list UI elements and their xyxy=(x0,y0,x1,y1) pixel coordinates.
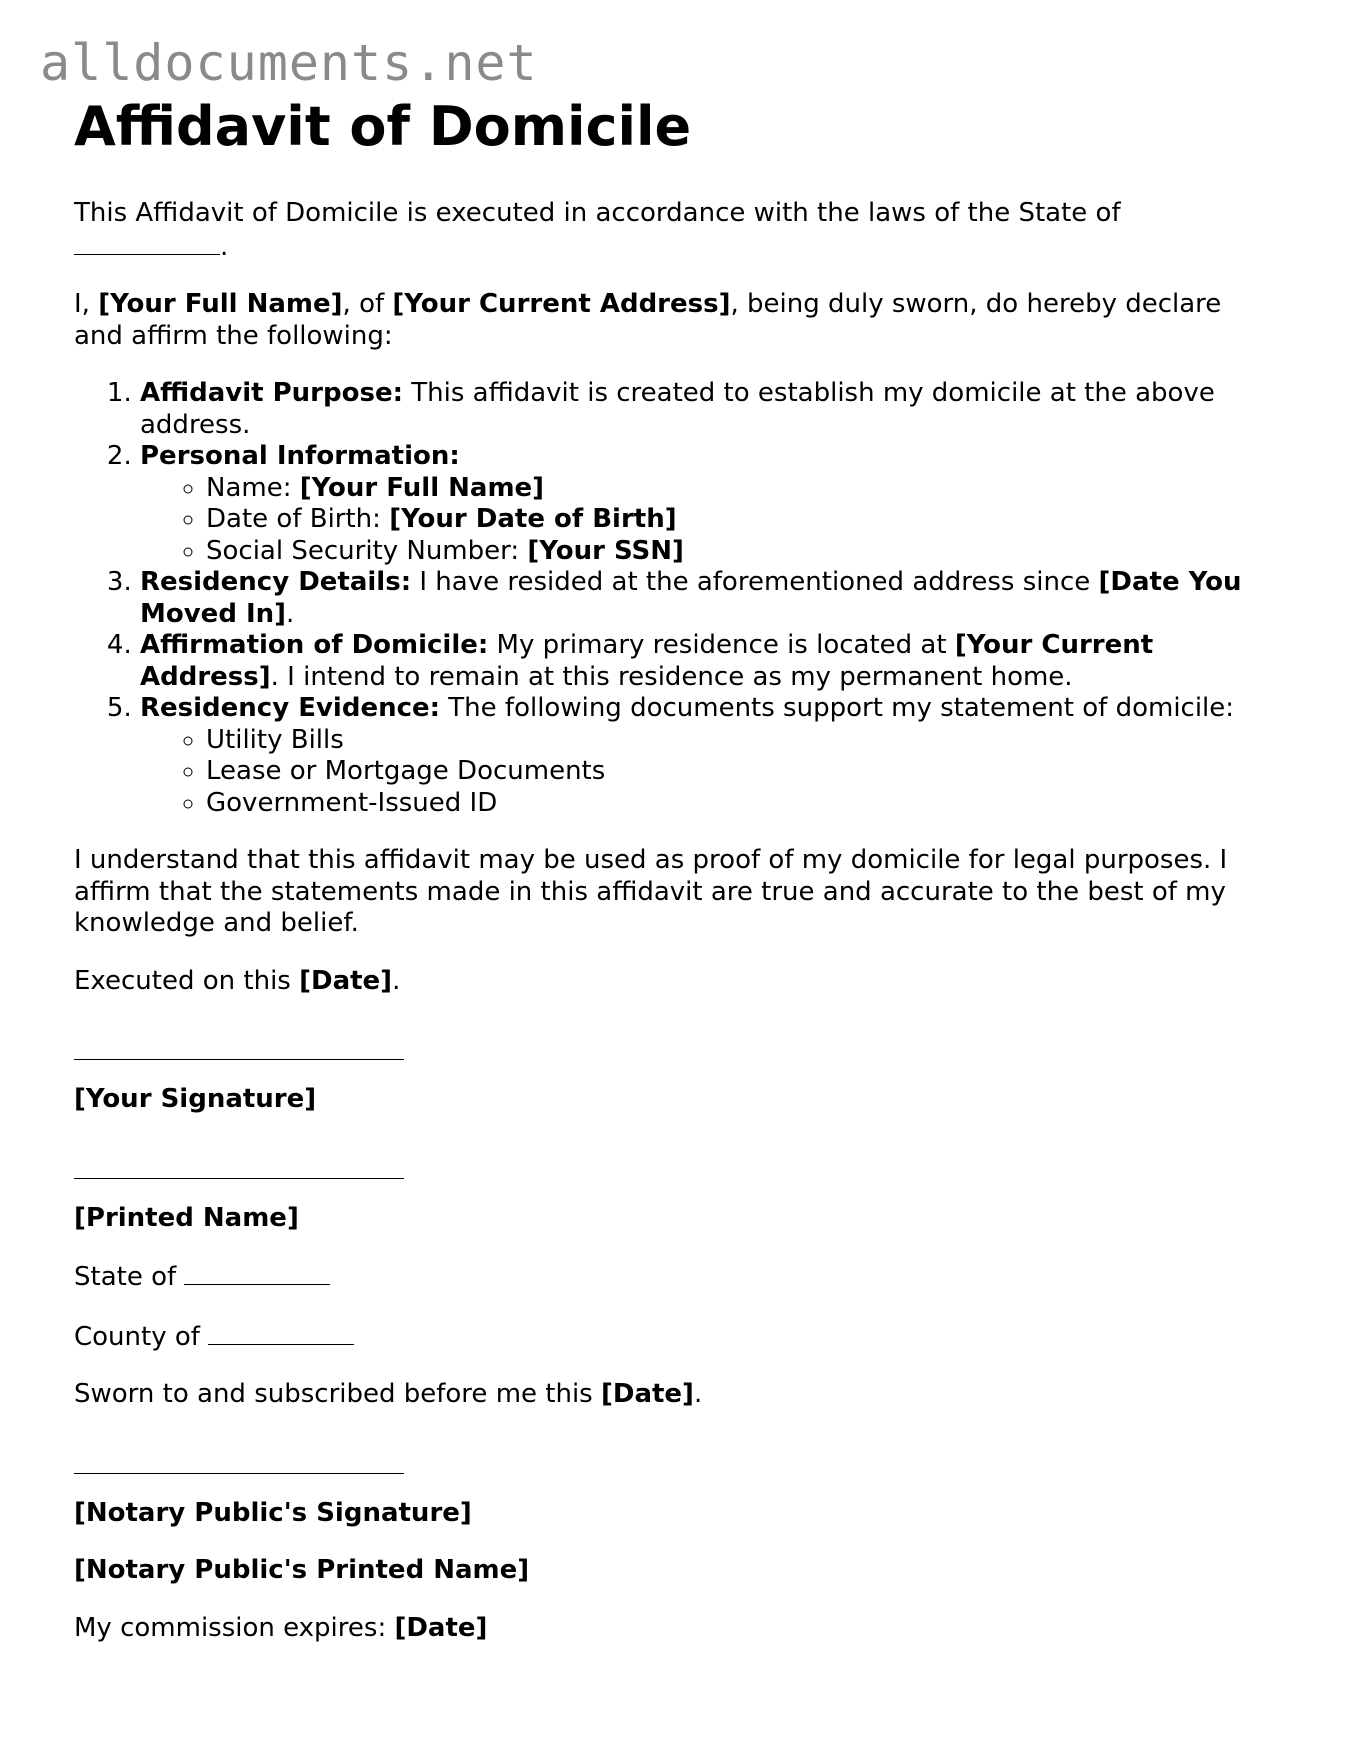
printed-name-paragraph xyxy=(74,1203,1274,1235)
field-value: [Your SSN] xyxy=(527,535,684,566)
document-page xyxy=(74,96,1274,1670)
commission-prefix: My commission expires: xyxy=(74,1612,395,1643)
executed-paragraph xyxy=(74,966,1274,998)
signature-label-paragraph xyxy=(74,1084,1274,1116)
list-item xyxy=(140,378,1274,441)
signature-label: [Your Signature] xyxy=(74,1084,317,1114)
list-item: ◦ Lease or Mortgage Documents xyxy=(206,756,1274,788)
item-text: My primary residence is located at xyxy=(488,630,955,660)
field-value: [Your Full Name] xyxy=(299,472,545,503)
item-value: [Date You Moved In] xyxy=(140,567,1242,629)
personal-info-list xyxy=(140,473,1274,568)
list-item xyxy=(206,536,1274,568)
item-end: . xyxy=(286,598,295,629)
list-item xyxy=(140,567,1274,630)
sworn-end: . xyxy=(693,1379,703,1409)
printed-name-label: [Printed Name] xyxy=(74,1202,299,1233)
sworn-paragraph xyxy=(74,1379,1274,1411)
item-end: . I intend to remain at this residence as my permanent home. xyxy=(270,661,1073,692)
executed-prefix: Executed on this xyxy=(74,965,300,996)
intro-text: This Affidavit of Domicile is executed in accordance with the laws of the State of xyxy=(74,198,1121,228)
sworn-prefix: Sworn to and subscribed before me this xyxy=(74,1379,601,1409)
declaration-suffix: , being duly sworn, do hereby declare and affirm the following: xyxy=(74,289,1222,351)
state-label: State of xyxy=(74,1262,185,1292)
item-label: Affirmation of Domicile: xyxy=(140,630,489,660)
declarant-name: [Your Full Name] xyxy=(98,289,343,319)
item-label: Residency Evidence: xyxy=(140,693,441,723)
list-item: ◦ Government-Issued ID xyxy=(206,788,1274,820)
list-item xyxy=(206,473,1274,505)
printed-name-line xyxy=(74,1158,404,1179)
item-text: I have resided at the aforementioned address since xyxy=(411,567,1099,597)
intro-paragraph xyxy=(74,198,1274,263)
declaration-mid: , of xyxy=(342,289,393,319)
item-label: Residency Details: xyxy=(140,567,412,597)
intro-end: . xyxy=(220,231,229,262)
county-label: County of xyxy=(74,1321,209,1352)
watermark: alldocuments.net xyxy=(40,34,538,92)
state-paragraph xyxy=(74,1260,1274,1294)
executed-end: . xyxy=(392,965,401,996)
county-paragraph xyxy=(74,1320,1274,1354)
notary-printed-paragraph xyxy=(74,1555,1274,1587)
item-text: The following documents support my statement of domicile: xyxy=(440,693,1235,723)
understand-paragraph: I understand that this affidavit may be used as proof of my domicile for legal purposes. I affirm that the statements made in this affidavit are true and accurate to the best of my knowledge and belief. xyxy=(74,845,1228,938)
page-title: Affidavit of Domicile xyxy=(74,95,692,158)
list-item: ◦ Utility Bills xyxy=(206,725,1274,757)
declarant-address: [Your Current Address] xyxy=(392,289,731,319)
item-label: Affidavit Purpose: xyxy=(140,378,403,408)
affidavit-items xyxy=(74,378,1274,819)
notary-signature-label: [Notary Public's Signature] xyxy=(74,1497,472,1528)
notary-signature-line xyxy=(74,1453,404,1474)
executed-date: [Date] xyxy=(299,965,393,996)
item-text: This affidavit is created to establish my domicile at the above address. xyxy=(140,378,1215,440)
notary-signature-paragraph xyxy=(74,1498,1274,1530)
list-item xyxy=(140,441,1274,567)
county-line xyxy=(208,1320,354,1345)
list-item xyxy=(206,504,1274,536)
state-line xyxy=(184,1260,330,1285)
item-value: [Your Current Address] xyxy=(140,630,1154,692)
field-label: Date of Birth: xyxy=(206,504,390,534)
evidence-list xyxy=(140,725,1274,820)
field-label: Name: xyxy=(206,472,300,503)
declaration-prefix: I, xyxy=(74,289,99,319)
item-label: Personal Information: xyxy=(140,441,460,471)
commission-date: [Date] xyxy=(394,1612,488,1643)
state-blank xyxy=(74,230,220,255)
list-item xyxy=(140,693,1274,819)
list-item xyxy=(140,630,1274,693)
declaration-paragraph xyxy=(74,289,1274,352)
field-label: Social Security Number: xyxy=(206,535,528,566)
signature-line xyxy=(74,1039,404,1060)
notary-printed-label: [Notary Public's Printed Name] xyxy=(74,1555,530,1585)
field-value: [Your Date of Birth] xyxy=(389,504,677,534)
sworn-date: [Date] xyxy=(600,1379,694,1409)
commission-paragraph xyxy=(74,1613,1274,1645)
